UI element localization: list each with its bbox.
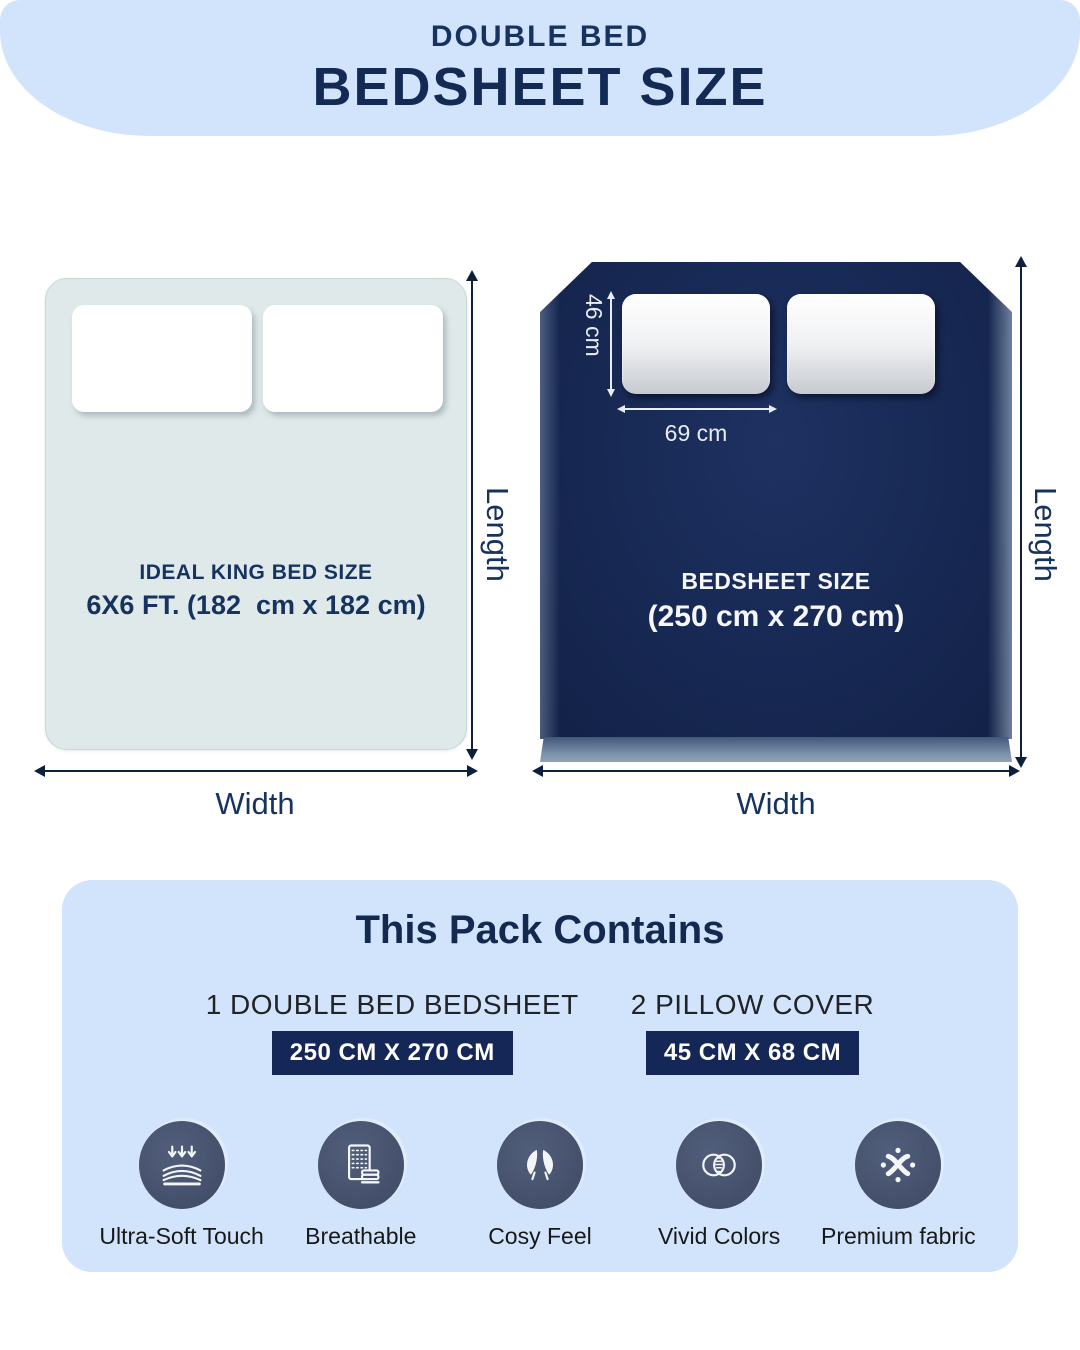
header-banner <box>0 0 1080 136</box>
pack-panel <box>62 880 1018 1272</box>
pack-title: This Pack Contains <box>355 908 725 952</box>
sheet-length-label: Length <box>1028 487 1063 582</box>
feature-label: Premium fabric <box>821 1223 976 1249</box>
fabric-weave-icon <box>855 1121 941 1209</box>
sheet-label-dimensions: (250 cm x 270 cm) <box>647 600 905 633</box>
feature-label: Ultra-Soft Touch <box>99 1223 264 1249</box>
sheet-pillow-left <box>622 294 770 394</box>
bed-pillow-left <box>72 305 252 412</box>
sheet-pillow-right <box>787 294 935 394</box>
pillow-width-label: 69 cm <box>664 420 728 446</box>
feather-icon <box>497 1121 583 1209</box>
feature-premium-fabric <box>813 1121 983 1250</box>
sheet-width-arrow <box>542 770 1010 772</box>
pillow-height-label: 46 cm <box>581 294 607 357</box>
sheet-length-arrow <box>1020 266 1022 758</box>
size-badge: 250 CM X 270 CM <box>272 1031 513 1075</box>
pack-items <box>62 989 1018 1075</box>
breathable-icon <box>318 1121 404 1209</box>
pillow-width-arrow <box>624 408 770 410</box>
pillow-height-arrow <box>610 298 612 390</box>
size-badge: 45 CM X 68 CM <box>646 1031 859 1075</box>
sheet-label <box>540 568 1012 634</box>
king-bed-diagram <box>45 278 467 750</box>
bedsheet-left-fold <box>540 262 560 739</box>
bed-width-label: Width <box>215 786 295 821</box>
bedsheet-bottom-fold <box>540 737 1012 762</box>
bed-label <box>46 561 466 621</box>
pack-item-label: 1 DOUBLE BED BEDSHEET <box>205 989 579 1020</box>
feature-ultra-soft-touch <box>97 1121 267 1250</box>
feature-list <box>62 1121 1018 1250</box>
feature-label: Vivid Colors <box>658 1223 781 1249</box>
bed-pillow-right <box>263 305 443 412</box>
feature-cosy-feel <box>455 1121 625 1250</box>
pack-item-bedsheet <box>206 989 579 1075</box>
feature-breathable <box>276 1121 446 1250</box>
feature-label: Breathable <box>305 1223 417 1249</box>
bed-width-arrow <box>44 770 468 772</box>
bed-length-arrow <box>471 280 473 750</box>
sheet-width-label: Width <box>736 786 816 821</box>
sheet-label-title: BEDSHEET SIZE <box>681 568 871 594</box>
feature-vivid-colors <box>634 1121 804 1250</box>
page-title: BEDSHEET SIZE <box>312 57 768 117</box>
bedsheet-right-fold <box>988 262 1012 739</box>
soft-touch-icon <box>139 1121 225 1209</box>
bed-length-label: Length <box>480 487 515 582</box>
header-subtitle: DOUBLE BED <box>430 20 650 53</box>
feature-label: Cosy Feel <box>488 1223 592 1249</box>
pack-item-pillow-cover <box>631 989 875 1075</box>
bed-label-title: IDEAL KING BED SIZE <box>139 561 373 584</box>
pack-item-label: 2 PILLOW COVER <box>630 989 875 1020</box>
bed-label-dimensions: 6X6 FT. (182 cm x 182 cm) <box>86 590 426 620</box>
overlapping-circles-icon <box>676 1121 762 1209</box>
bedsheet-diagram <box>540 262 1012 762</box>
